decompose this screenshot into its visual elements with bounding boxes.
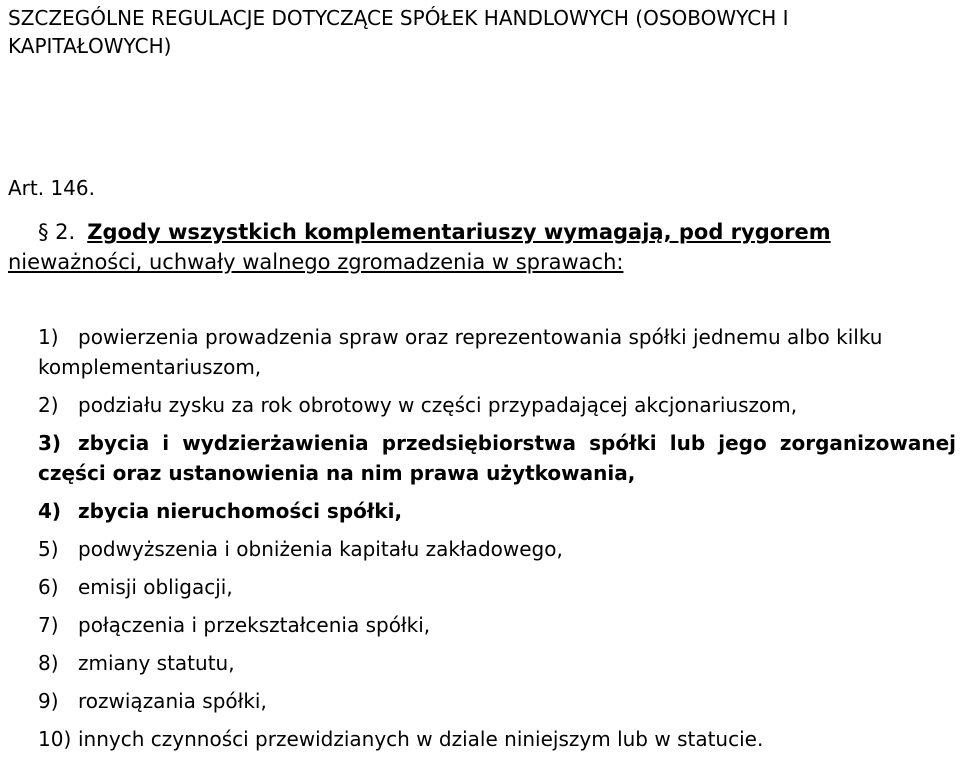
list-item <box>38 610 956 640</box>
list-item <box>38 648 956 678</box>
item-number: 10) <box>38 727 72 751</box>
item-text: innych czynności przewidzianych w dziale niniejszym lub w statucie. <box>78 727 764 751</box>
item-text: emisji obligacji, <box>78 575 233 599</box>
item-list <box>38 322 956 762</box>
item-text: rozwiązania spółki, <box>78 689 267 713</box>
item-number: 4) <box>38 499 62 523</box>
item-number: 7) <box>38 613 59 637</box>
item-text: zmiany statutu, <box>78 651 235 675</box>
item-number: 8) <box>38 651 59 675</box>
item-text: podziału zysku za rok obrotowy w części przypadającej akcjonariuszom, <box>78 393 798 417</box>
paragraph-heading-rest: nieważności, uchwały walnego zgromadzenia w sprawach: <box>8 250 624 274</box>
list-item <box>38 496 956 526</box>
paragraph-2 <box>8 217 956 277</box>
paragraph-heading-bold: Zgody wszystkich komplementariuszy wymagają, pod rygorem <box>87 220 831 244</box>
list-item <box>38 572 956 602</box>
list-item <box>38 322 956 382</box>
article-number: Art. 146. <box>8 176 95 200</box>
item-number: 1) <box>38 325 59 349</box>
item-number: 2) <box>38 393 59 417</box>
item-text: powierzenia prowadzenia spraw oraz reprezentowania spółki jednemu albo kilku komplementariuszom, <box>38 325 883 379</box>
paragraph-number: § 2. <box>38 220 76 244</box>
list-item <box>38 724 956 754</box>
item-text: zbycia nieruchomości spółki, <box>78 499 403 523</box>
item-number: 3) <box>38 431 62 455</box>
list-item <box>38 686 956 716</box>
item-text: zbycia i wydzierżawienia przedsiębiorstwa spółki lub jego zorganizowanej części oraz ustanowienia na nim prawa użytkowania, <box>38 431 956 485</box>
list-item <box>38 428 956 488</box>
item-text: podwyższenia i obniżenia kapitału zakładowego, <box>78 537 563 561</box>
list-item <box>38 534 956 564</box>
item-number: 6) <box>38 575 59 599</box>
list-item <box>38 390 956 420</box>
item-number: 9) <box>38 689 59 713</box>
document-title: SZCZEGÓLNE REGULACJE DOTYCZĄCE SPÓŁEK HANDLOWYCH (OSOBOWYCH I KAPITAŁOWYCH) <box>8 6 789 58</box>
item-text: połączenia i przekształcenia spółki, <box>78 613 431 637</box>
item-number: 5) <box>38 537 59 561</box>
